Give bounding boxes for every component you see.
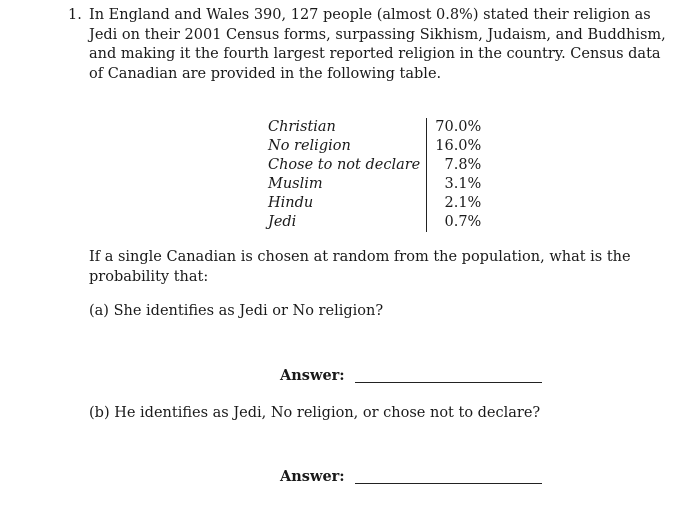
problem-number: 1. — [68, 7, 82, 23]
table-row — [268, 175, 481, 194]
table-row — [268, 213, 481, 232]
percent-cell: 7.8% — [427, 156, 482, 175]
answer-a — [280, 366, 542, 387]
answer-label: Answer: — [280, 367, 345, 384]
problem-1 — [68, 6, 678, 84]
answer-b — [280, 467, 542, 488]
part-b-text: (b) He identifies as Jedi, No religion, or chose not to declare? — [89, 405, 541, 421]
category-cell: No religion — [268, 138, 351, 154]
category-cell: Muslim — [268, 176, 323, 192]
religion-table — [268, 118, 481, 232]
category-cell: Jedi — [268, 214, 297, 230]
percent-cell: 2.1% — [427, 194, 482, 213]
part-a-text: (a) She identifies as Jedi or No religion? — [89, 303, 384, 319]
table-row — [268, 156, 481, 175]
percent-cell: 0.7% — [427, 213, 482, 232]
category-cell: Christian — [268, 119, 336, 135]
problem-intro: In England and Wales 390, 127 people (almost 0.8%) stated their religion as Jedi on their 2001 Census forms, surpassing Sikhism, Judaism, and Buddhism, and making it the fourth largest reported religion in the country. Census data of Canadian are provided in the following table. — [89, 7, 666, 82]
table-row — [268, 194, 481, 213]
table-row — [268, 137, 481, 156]
answer-label: Answer: — [280, 468, 345, 485]
category-cell: Hindu — [268, 195, 314, 211]
percent-cell: 70.0% — [427, 118, 482, 137]
question-text: If a single Canadian is chosen at random from the population, what is the probability that: — [89, 249, 631, 285]
answer-blank[interactable] — [355, 483, 542, 484]
percent-cell: 16.0% — [427, 137, 482, 156]
answer-blank[interactable] — [355, 382, 542, 383]
percent-cell: 3.1% — [427, 175, 482, 194]
table-row — [268, 118, 481, 137]
category-cell: Chose to not declare — [268, 157, 421, 173]
